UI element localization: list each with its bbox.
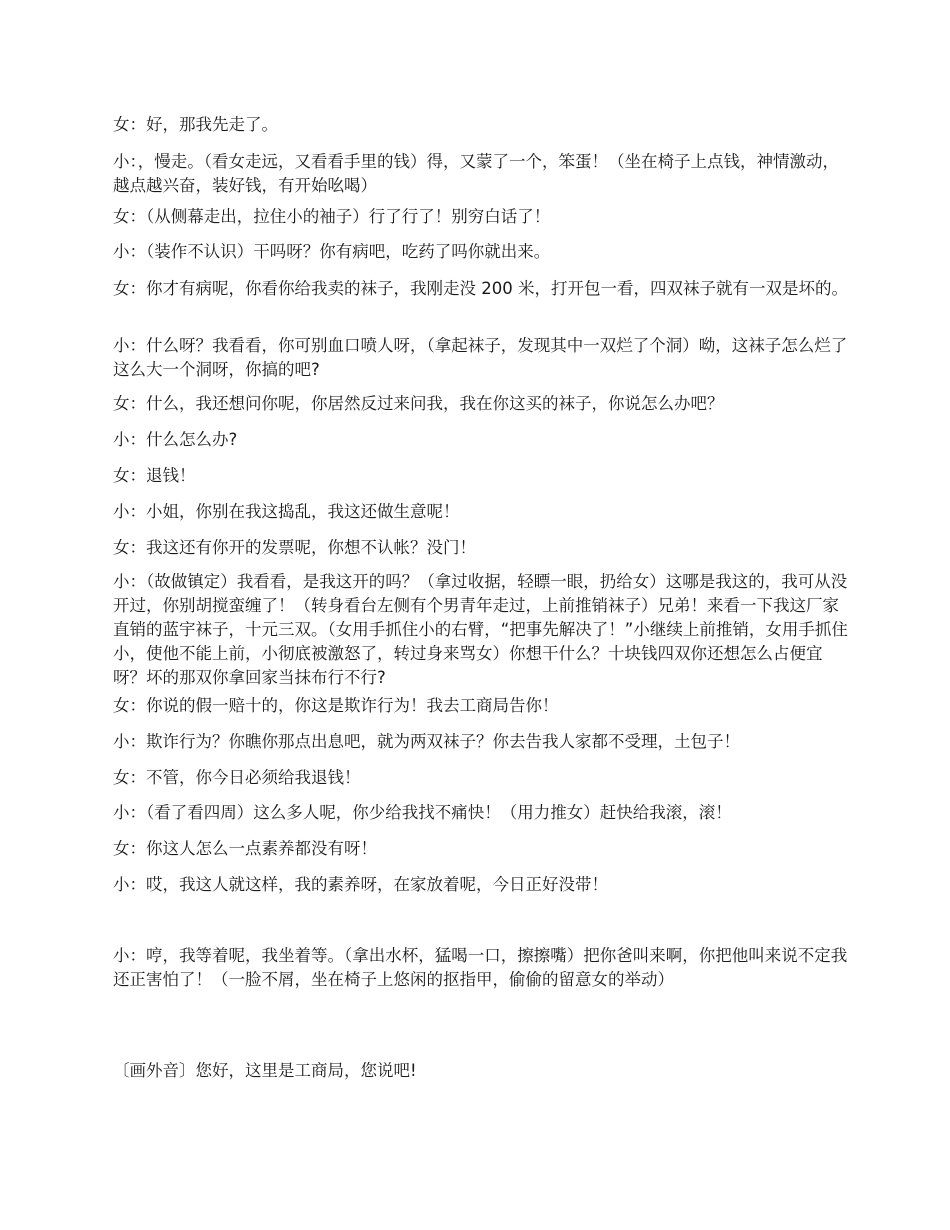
dialogue-line: 女：不管，你今日必须给我退钱！: [113, 768, 361, 787]
dialogue-line: 小：小姐，你别在我这捣乱，我这还做生意呢！: [113, 502, 460, 521]
dialogue-line: 小：（故做镇定）我看看，是我这开的吗？（拿过收据，轻瞟一眼，扔给女）这哪是我这的，我可从没开过，你别胡搅蛮缠了！（转身看台左侧有个男青年走过，上前推销袜子）兄弟！来看一下我这厂家直销的蓝宇袜子，十元三双。（女用手抓住小的右臂，“把事先解决了！”小继续上前推销，女用手抓住小，使他不能上前，小彻底被激怒了，转过身来骂女）你想干什么？十块钱四双你还想怎么占便宜呀？坏的那双你拿回家当抹布行不行?: [113, 572, 848, 687]
dialogue-line: 小：，慢走。（看女走远，又看看手里的钱）得，又蒙了一个，笨蛋！（坐在椅子上点钱，神情激动，越点越兴奋，装好钱，有开始吆喝）: [113, 152, 839, 195]
dialogue-line: 女：你说的假一赔十的，你这是欺诈行为！我去工商局告你！: [113, 696, 559, 715]
dialogue-line: 小：什么呀？我看看，你可别血口喷人呀，（拿起袜子，发现其中一双烂了个洞）呦，这袜子怎么烂了这么大一个洞呀，你搞的吧?: [113, 336, 848, 379]
dialogue-line: 女：好，那我先走了。: [113, 115, 278, 134]
dialogue-line: 女：我这还有你开的发票呢，你想不认帐？没门！: [113, 538, 476, 557]
dialogue-line: 女：你才有病呢，你看你给我卖的袜子，我刚走没 200 米，打开包一看，四双袜子就有一双是坏的。: [113, 279, 848, 298]
offstage-voice-line: 〔画外音〕您好，这里是工商局，您说吧!: [113, 1061, 417, 1080]
dialogue-line: 小：欺诈行为？你瞧你那点出息吧，就为两双袜子？你去告我人家都不受理，土包子！: [113, 732, 740, 751]
dialogue-line: 小：哼，我等着呢，我坐着等。（拿出水杯，猛喝一口，擦擦嘴）把你爸叫来啊，你把他叫来说不定我还正害怕了！（一脸不屑，坐在椅子上悠闲的抠指甲，偷偷的留意女的举动）: [113, 946, 848, 989]
dialogue-line: 小：（看了看四周）这么多人呢，你少给我找不痛快！（用力推女）赶快给我滚，滚！: [113, 803, 732, 822]
dialogue-line: 小：哎，我这人就这样，我的素养呀，在家放着呢，今日正好没带！: [113, 875, 608, 894]
dialogue-line: 女：什么，我还想问你呢，你居然反过来问我，我在你这买的袜子，你说怎么办吧？: [113, 394, 724, 413]
dialogue-line: 女：（从侧幕走出，拉住小的袖子）行了行了！别穷白话了！: [113, 207, 551, 226]
dialogue-line: 小：（装作不认识）干吗呀？你有病吧，吃药了吗你就出来。: [113, 242, 551, 261]
dialogue-line: 女：你这人怎么一点素养都没有呀！: [113, 839, 377, 858]
dialogue-line: 小：什么怎么办?: [113, 430, 238, 449]
dialogue-line: 女：退钱！: [113, 466, 196, 485]
